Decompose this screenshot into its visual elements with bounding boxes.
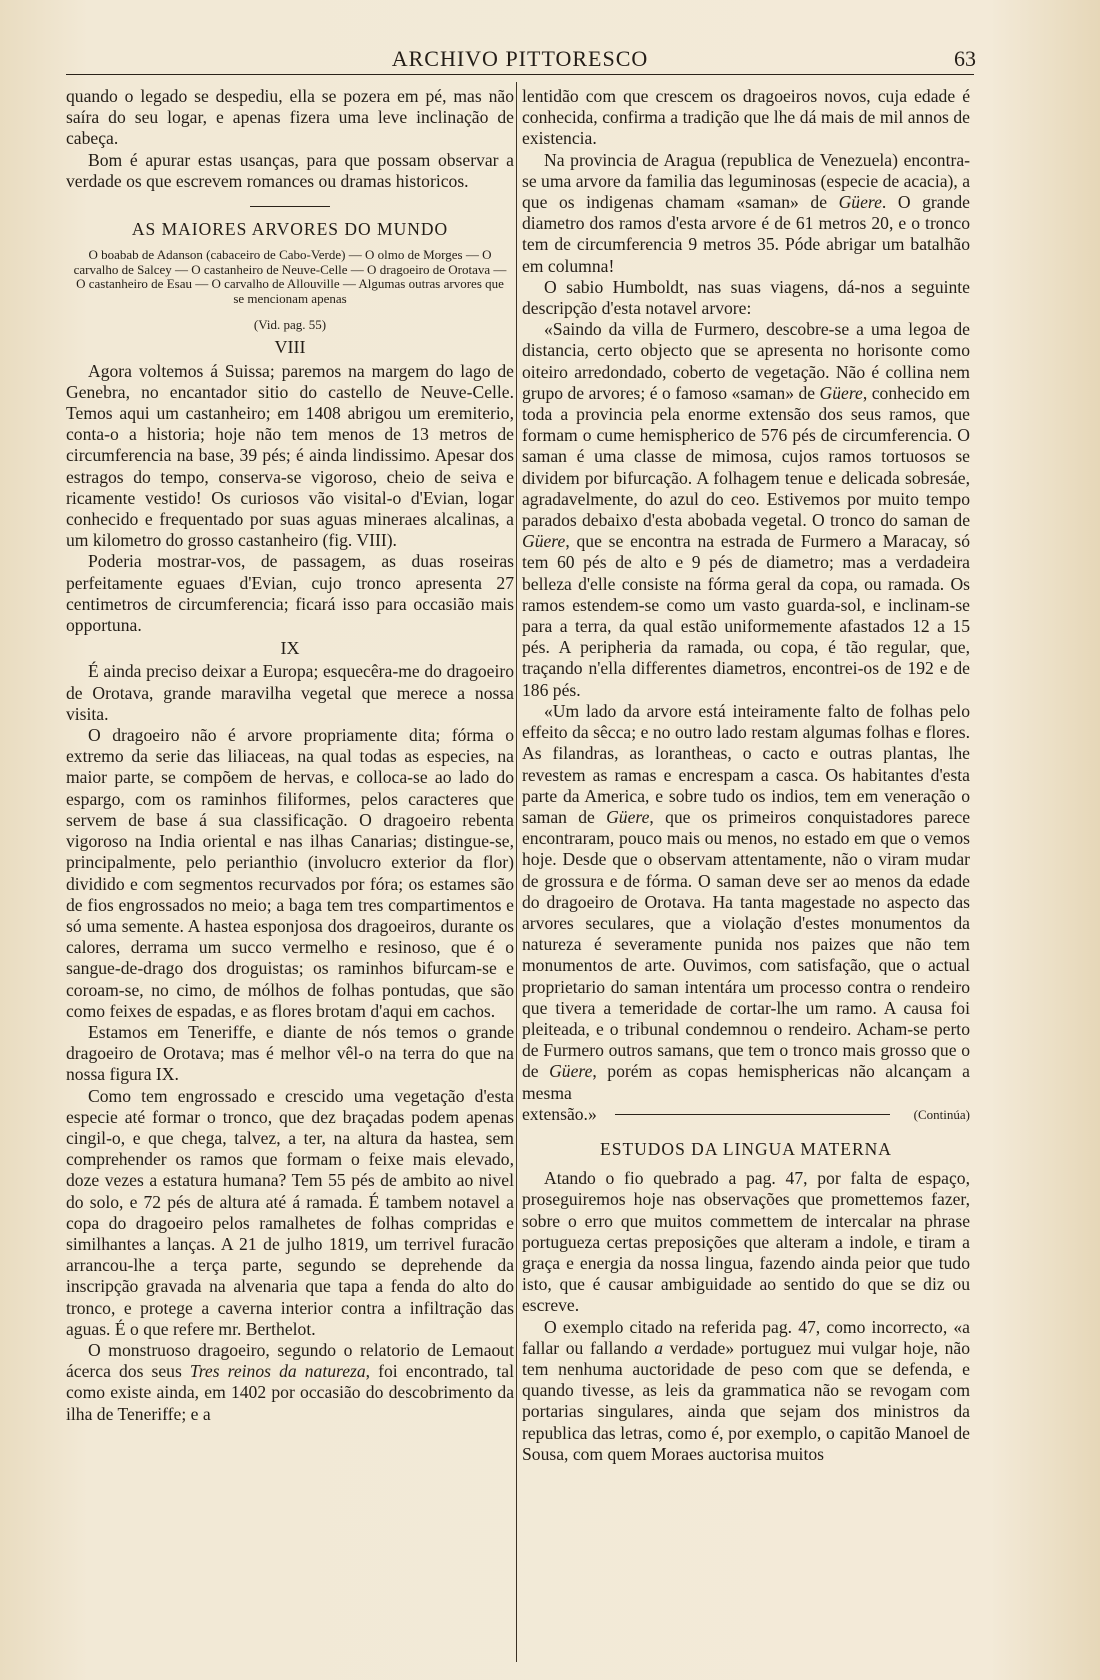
paragraph bbox=[522, 319, 970, 701]
text-run: «Um lado da arvore está inteiramente falto de folhas pelo effeito da sêcca; e no outro lado restam algumas folhas e flores. As filandras, as lorantheas, o cacto e outras plantas, lhe revestem as ramas e encrespam a casca. Os habitantes d'esta parte da America, e sobre tudo os indios, tem em veneração o saman de bbox=[522, 700, 970, 827]
section-rule bbox=[250, 206, 330, 207]
paragraph: O dragoeiro não é arvore propriamente dita; fórma o extremo da serie das liliaceas, na qual todas as especies, na maior parte, se compõem de hervas, e colloca-se ao lado do espargo, com os raminhos filiformes, pelos caracteres que servem de base á sua classificação. O dragoeiro rebenta vigoroso na India oriental e nas ilhas Canarias; distingue-se, principalmente, pelo perianthio (involucro exterior da flor) dividido e com segmentos recurvados por fóra; os estames são de fios engrossados no meio; a baga tem tres compartimentos e só uma semente. A hastea esponjosa dos dragoeiros, durante os calores, derrama um succo vermelho e resinoso, que é o sangue-de-drago dos droguistas; os raminhos bifurcam-se e coroam-se, no cimo, de mólhos de folhas pontudas, que são como feixes de espadas, e as flores brotam d'aqui em cachos. bbox=[66, 725, 514, 1021]
place-name: Güere bbox=[522, 531, 566, 552]
section-number-ix: IX bbox=[280, 638, 300, 659]
text-run: O monstruoso dragoeiro, segundo o relatorio de Lemaout ácerca dos seus bbox=[66, 1339, 514, 1382]
text-run: verdade» portuguez mui vulgar hoje, não tem nenhuma auctoridade de peso com que se defenda, e quando tivesse, as leis da grammatica não se revogam com portarias singulares, ainda que sejam dos ministros da republica das letras, como é, por exemplo, o capitão Manoel de Sousa, com quem Moraes auctorisa muitos bbox=[522, 1337, 971, 1464]
section-rule bbox=[615, 1114, 890, 1115]
page-number: 63 bbox=[954, 46, 976, 71]
paragraph: Estamos em Teneriffe, e diante de nós temos o grande dragoeiro de Orotava; mas é melhor vêl-o na terra do que na nossa figura IX. bbox=[66, 1021, 514, 1085]
publication-title: ARCHIVO PITTORESCO bbox=[391, 46, 649, 71]
paragraph bbox=[522, 150, 970, 277]
article-summary: O boabab de Adanson (cabaceiro de Cabo-Verde) — O olmo de Morges — O carvalho de Salcey — O castanheiro de Neuve-Celle — O dragoeiro de Orotava — O castanheiro de Esau — O carvalho de Allouville — Algumas outras arvores que se mencionam apenas bbox=[73, 247, 507, 306]
text-run: , foi encontrado, tal como existe ainda, em 1402 por occasião do descobrimento da ilha de Teneriffe; e a bbox=[66, 1361, 515, 1424]
column-divider bbox=[516, 82, 517, 1662]
text-run: , que os primeiros conquistadores parece encontraram, pouco mais ou menos, no estado em que o vemos hoje. Desde que o observam attentamente, não o viram mudar de grossura e de fórma. O saman deve ser ao menos da edade do dragoeiro de Orotava. Ha tanta magestade no aspecto das arvores seculares, que a violação d'estes monumentos da natureza é severamente punida nos paizes que não tem monumentos de arte. Ouvimos, com satisfação, que o actual proprietario do saman intentára um processo contra o rendeiro que tivera a temeridade de cortar-lhe um ramo. A causa foi pleiteada, e o tribunal condemnou o rendeiro. Acham-se perto de Furmero outros samans, que tem o tronco mais grosso que o de bbox=[522, 806, 970, 1082]
paragraph: Bom é apurar estas usanças, para que possam observar a verdade os que escrevem romances ou dramas historicos. bbox=[66, 149, 514, 191]
text-run: O exemplo citado na referida pag. 47, como incorrecto, «a fallar ou fallando bbox=[522, 1316, 970, 1358]
paragraph: Poderia mostrar-vos, de passagem, as duas roseiras perfeitamente eguaes d'Evian, cujo tronco apresenta 27 centimetros de circumferencia; ficará isso para occasião mais opportuna. bbox=[66, 551, 514, 636]
article-title: ESTUDOS DA LINGUA MATERNA bbox=[600, 1138, 892, 1159]
paragraph: É ainda preciso deixar a Europa; esquecêra-me do dragoeiro de Orotava, grande maravilha vegetal que merece a nossa visita. bbox=[66, 661, 514, 724]
article-title: AS MAIORES ARVORES DO MUNDO bbox=[131, 219, 449, 240]
text-run: , que se encontra na estrada de Furmero a Maracay, só tem 60 pés de alto e 9 pés de diametro; mas a verdadeira belleza d'elle consiste na fórma geral da copa, ou ramada. Os ramos estendem-se como um vasto guarda-sol, e inclinam-se para a terra, da qual estão uniformemente afastados 12 a 15 pés. A peripheria da ramada, ou copa, é tão regular, que, traçando n'ella differentes diametros, encontrei-os de 192 e de 186 pés. bbox=[522, 531, 970, 700]
paragraph bbox=[522, 1317, 970, 1465]
paragraph bbox=[66, 1340, 514, 1425]
continuation-line bbox=[522, 1104, 970, 1125]
place-name: Güere bbox=[606, 806, 650, 827]
left-column bbox=[66, 86, 514, 1425]
emphasis: a bbox=[654, 1337, 664, 1358]
place-name: Güere bbox=[819, 382, 863, 403]
page-reference: (Vid. pag. 55) bbox=[253, 317, 327, 333]
text-run: extensão.» bbox=[522, 1103, 597, 1124]
place-name: Güere bbox=[838, 192, 882, 213]
text-run: «Saindo da villa de Furmero, descobre-se a uma legoa de distancia, certo objecto que se apresenta no horisonte como oiteiro arredondado, coberto de vegetação. Não é collina nem grupo de arvores; é o famoso «saman» de bbox=[522, 319, 970, 403]
paragraph: quando o legado se despediu, ella se pozera em pé, mas não saíra do seu logar, e apenas fizera uma leve inclinação de cabeça. bbox=[66, 86, 514, 149]
place-name: Güere bbox=[549, 1061, 593, 1082]
paragraph: Agora voltemos á Suissa; paremos na margem do lago de Genebra, no encantador sitio do castello de Neuve-Celle. Temos aqui um castanheiro; em 1408 abrigou um eremiterio, conta-o a historia; hoje não tem menos de 13 metros de circumferencia na base, 39 pés; é ainda lindissimo. Apesar dos estragos do tempo, conserva-se vigoroso, cheio de seiva e ricamente vestido! Os curiosos vão visital-o d'Evian, logar conhecido e frequentado por suas aguas mineraes alcalinas, a um kilometro do grosso castanheiro (fig. VIII). bbox=[66, 360, 514, 551]
text-run: , porém as copas hemisphericas não alcançam a mesma bbox=[522, 1061, 970, 1103]
continued-note: (Continúa) bbox=[913, 1106, 970, 1122]
text-run: Na provincia de Aragua (republica de Venezuela) encontra-se uma arvore da familia das leguminosas (especie de acacia), a que os indigenas chamam «saman» de bbox=[522, 149, 970, 213]
paragraph bbox=[522, 701, 970, 1104]
section-number-viii: VIII bbox=[274, 337, 306, 358]
text-run: , conhecido em toda a provincia pela enorme extensão dos seus ramos, que formam o cume hemispherico de 576 pés de circumferencia. O saman é uma classe de mimosa, cujos ramos tortuosos se dividem por bifurcação. A folhagem tenue e delicada sobresáe, agradavelmente, do azul do ceo. Estivemos por muito tempo parados debaixo d'esta abobada vegetal. O tronco do saman de bbox=[522, 382, 970, 531]
page-header bbox=[66, 44, 974, 75]
paragraph: Como tem engrossado e crescido uma vegetação d'esta especie até formar o tronco, que dez braçadas podem apenas cingil-o, e que chega, talvez, a ter, na altura da hastea, sem comprehender os ramos que formam o feixe mais elevado, doze vezes a estatura humana? Tem 55 pés de ambito ao nivel do solo, e 72 pés de altura até á ramada. É tambem notavel a copa do dragoeiro pelos ramalhetes de folhas compridas e similhantes a lanças. A 21 de julho 1819, um terrivel furacão arrancou-lhe a terça parte, segundo se deprehende da inscripção gravada na alvenaria que tapa a fenda do alto do tronco, e protege a caverna interior contra a infiltração das aguas. É o que refere mr. Berthelot. bbox=[66, 1085, 514, 1339]
paragraph: lentidão com que crescem os dragoeiros novos, cuja edade é conhecida, confirma a tradição que lhe dá mais de mil annos de existencia. bbox=[522, 86, 970, 149]
book-title: Tres reinos da natureza bbox=[189, 1361, 366, 1382]
right-column bbox=[522, 86, 970, 1465]
paragraph: Atando o fio quebrado a pag. 47, por falta de espaço, proseguiremos hoje nas observações que promettemos fazer, sobre o erro que muitos commettem de intercalar na phrase portugueza certas preposições que alteram a indole, e tiram a graça e energia da nossa lingua, fazendo ainda peior que tudo isto, que é causar ambiguidade ao sentido do que se diz ou escreve. bbox=[522, 1168, 970, 1316]
paragraph: O sabio Humboldt, nas suas viagens, dá-nos a seguinte descripção d'esta notavel arvore: bbox=[522, 276, 970, 319]
text-run: . O grande diametro dos ramos d'esta arvore é de 61 metros 20, e o tronco tem de circumferencia 9 metros 35. Póde abrigar um batalhão em columna! bbox=[522, 192, 970, 276]
